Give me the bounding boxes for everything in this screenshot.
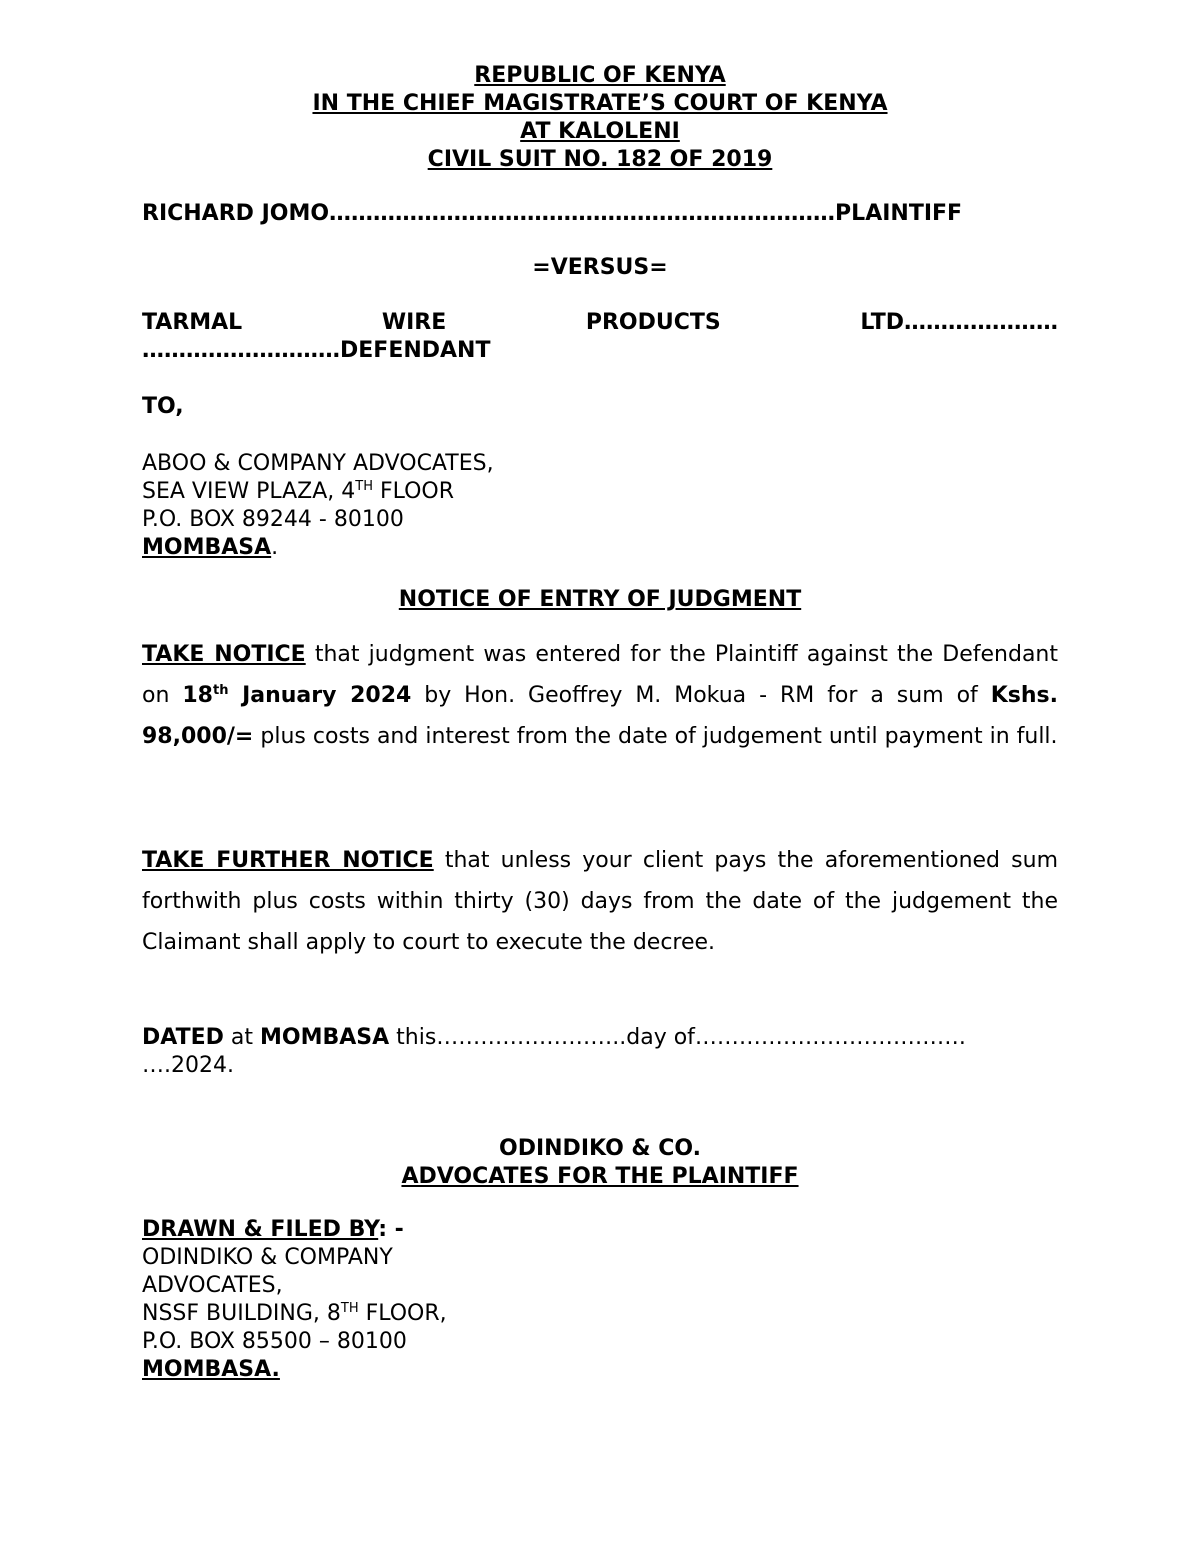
drawn-label: DRAWN & FILED BY — [142, 1217, 379, 1242]
drawn-filed-block — [142, 1216, 1058, 1384]
addressee-building-sup: TH — [355, 479, 373, 494]
dated-block — [142, 1024, 1058, 1080]
plaintiff-line: RICHARD JOMO……………………………………………………………PLAINTIFF — [142, 201, 963, 226]
drawn-firm: ODINDIKO & COMPANY — [142, 1245, 393, 1270]
defendant-word-2: WIRE — [381, 310, 447, 335]
addressee-building-floor: FLOOR — [373, 479, 455, 504]
addressee-city-line — [142, 534, 1058, 562]
notice-paragraph-2 — [142, 840, 1058, 963]
versus-line: =VERSUS= — [532, 255, 668, 280]
dated-line-1 — [142, 1024, 1058, 1052]
drawn-label-suffix: : - — [378, 1217, 404, 1242]
drawn-label-line — [142, 1216, 1058, 1244]
to-label: TO, — [142, 394, 184, 419]
defendant-block — [142, 309, 1058, 365]
judgment-date — [182, 683, 411, 708]
header-republic: REPUBLIC OF KENYA — [474, 63, 726, 88]
dated-rest: this……………………..day of………………………………. — [389, 1025, 966, 1050]
addressee-city-punct: . — [271, 535, 279, 560]
take-notice-lead: TAKE NOTICE — [142, 642, 306, 667]
document-page — [142, 0, 1058, 1553]
header-case-number: CIVIL SUIT NO. 182 OF 2019 — [427, 147, 773, 172]
drawn-building — [142, 1300, 1058, 1328]
defendant-word-4: LTD………………… — [860, 310, 1058, 335]
judgment-date-sup: th — [212, 683, 229, 698]
defendant-line-1 — [142, 309, 1058, 337]
p1-text-1: that judgment was entered for the Plaintiff against the Defendant on — [142, 642, 1059, 708]
defendant-line-2: ………………………DEFENDANT — [142, 338, 491, 363]
header-location: AT KALOLENI — [520, 119, 680, 144]
drawn-building-floor: FLOOR, — [358, 1301, 447, 1326]
header-court: IN THE CHIEF MAGISTRATE’S COURT OF KENYA — [312, 91, 888, 116]
signature-role: ADVOCATES FOR THE PLAINTIFF — [401, 1164, 799, 1189]
addressee-building — [142, 478, 1058, 506]
dated-label: DATED — [142, 1025, 224, 1050]
defendant-word-3: PRODUCTS — [585, 310, 721, 335]
judgment-amount: Kshs. 98,000/= — [142, 683, 1058, 749]
dated-place: MOMBASA — [259, 1025, 390, 1050]
drawn-building-text: NSSF BUILDING, 8 — [142, 1301, 341, 1326]
judgment-date-rest: January 2024 — [228, 683, 412, 708]
dated-line-2: ….2024. — [142, 1053, 234, 1078]
notice-paragraph-1 — [142, 634, 1058, 757]
addressee-city: MOMBASA — [142, 535, 272, 560]
drawn-firm-2: ADVOCATES, — [142, 1273, 283, 1298]
court-header — [142, 62, 1058, 174]
addressee-building-text: SEA VIEW PLAZA, 4 — [142, 479, 356, 504]
take-further-notice-lead: TAKE FURTHER NOTICE — [142, 848, 434, 873]
signature-firm: ODINDIKO & CO. — [499, 1136, 701, 1161]
judgment-date-day: 18 — [182, 683, 213, 708]
drawn-building-sup: TH — [340, 1301, 359, 1316]
addressee-block — [142, 450, 1058, 562]
addressee-pobox: P.O. BOX 89244 - 80100 — [142, 507, 404, 532]
drawn-city: MOMBASA. — [142, 1357, 280, 1382]
p1-text-2: by Hon. Geoffrey M. Mokua - RM for a sum of — [411, 683, 991, 708]
notice-title: NOTICE OF ENTRY OF JUDGMENT — [398, 587, 802, 612]
p2-text: that unless your client pays the aforementioned sum forthwith plus costs within thirty (30) days from the date of the judgement the Claimant shall apply to court to execute the decree. — [142, 848, 1058, 955]
signature-block — [142, 1135, 1058, 1191]
p1-text-3: plus costs and interest from the date of judgement until payment in full. — [253, 724, 1058, 749]
drawn-pobox: P.O. BOX 85500 – 80100 — [142, 1329, 407, 1354]
defendant-word-1: TARMAL — [142, 310, 243, 335]
addressee-firm: ABOO & COMPANY ADVOCATES, — [142, 451, 494, 476]
dated-at: at — [223, 1025, 260, 1050]
